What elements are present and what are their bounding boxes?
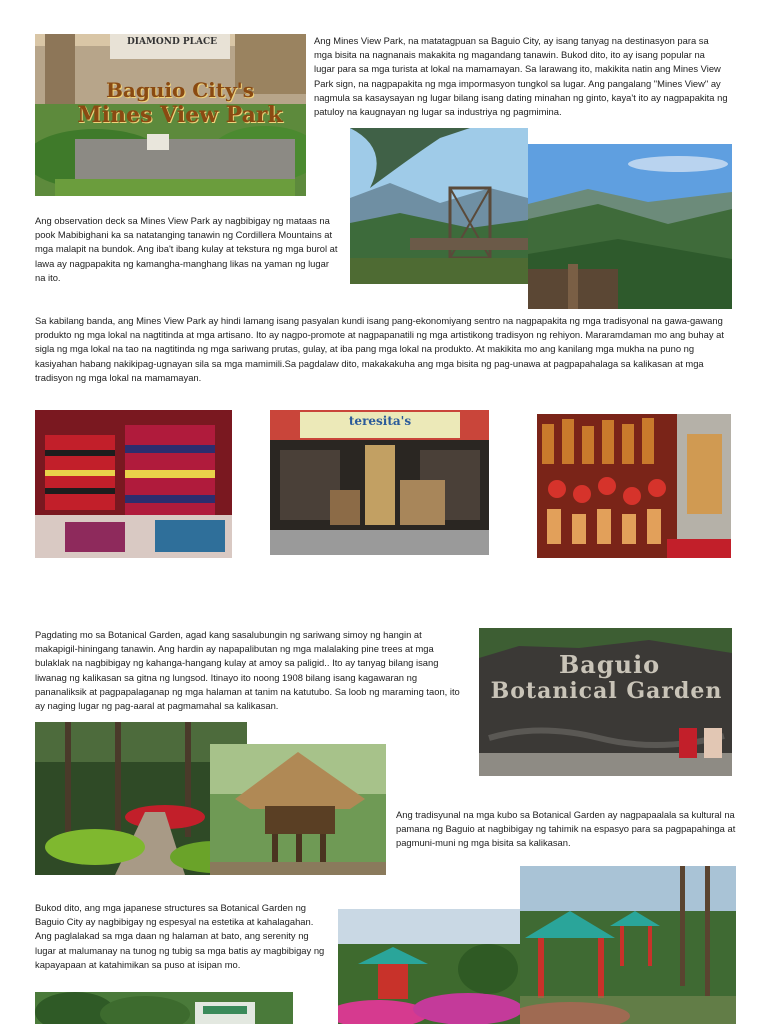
mines-sign-line2: Mines View Park: [77, 102, 283, 128]
pagoda-structure-photo: [520, 866, 736, 1024]
economic-center-paragraph: Sa kabilang banda, ang Mines View Park ay hindi lamang isang pasyalan kundi isang pang-ekonomiyang sentro na nagpapakita ng mga tradisyonal na gawa-gawang produkto ng mga lokal na nagtitinda at mga artisano. Ito ay nagpo-promote at nagpapanatili ng mga artistikong tradisyon ng rehiyon. Mararamdaman mo ang buhay at sigla ng mga lokal na tao na nagtitinda ng mga sariwang prutas, gulay, at iba pang mga lokal na produkto. At makikita mo ang kanilang mga mukha na puno ng kasiyahan habang nakikipag-ugnayan sila sa mga mamimili.Sa pagdalaw dito, makakakuha ang mga bisita ng pag-unawa at pagpapahalaga sa kalikasan at mga tradisyon ng mga lokal na mamamayan.: [35, 315, 724, 383]
mines-view-sign-photo: [35, 34, 306, 196]
mines-sign-banner: DIAMOND PLACE: [126, 37, 218, 47]
store-sign: teresita's: [348, 414, 412, 428]
teresitas-store-photo: [270, 410, 489, 555]
native-hut-photo: [210, 744, 386, 875]
mountain-view-photo: [528, 144, 732, 309]
greenhouse-photo: [35, 992, 293, 1024]
kubo-paragraph: Ang tradisyunal na mga kubo sa Botanical Garden ay nagpapaalala sa kultural na pamana ng Baguio at nagbibigay ng tahimik na espasyo para sa pagpapahinga at pagmuni-muni ng mga bisita sa kalikasan.: [396, 809, 736, 849]
botanical-garden-sign-photo: [479, 628, 732, 776]
pagoda-flowers-photo: [338, 909, 520, 1024]
mines-sign-line1: Baguio City's: [105, 78, 255, 102]
japanese-structures-paragraph: Bukod dito, ang mga japanese structures sa Botanical Garden ng Baguio City ay nagbibigay ng espesyal na estetika at kahalagahan. Ang paglalakad sa mga daan ng halaman at bato, ang serenity ng lugar at malumanay na tunog ng tubig sa mga batis ay magbibigay ng kapayapaan at katahimikan sa puso at isipan mo.: [35, 902, 325, 970]
observation-deck-paragraph: Ang observation deck sa Mines View Park ay nagbibigay ng mataas na pook Mabibighani ka sa natatanging tanawin ng Cordillera Mountains at mga malapit na bundok. Ang iba't ibang kulay at tekstura ng mga burol at lawa ay nagpapakita ng kamangha-manghang likas na yaman ng lugar na ito.: [35, 215, 338, 283]
mines-intro-paragraph: Ang Mines View Park, na matatagpuan sa Baguio City, ay isang tanyag na destinasyon para sa mga bisita na nagnanais makakita ng magandang tanawin. Bukod dito, ito ay isang popular na lugar para sa mga turista at lokal na mamamayan. Sa larawang ito, makikita natin ang Mines View Park sign, na nagpapakita ng mga impormasyon tungkol sa lugar. Ang pangalang "Mines View" ay nagmula sa kasaysayan ng lugar bilang isang dating minahan ng ginto, kaya't ito ay nagpapakita ng patuloy na kaugnayan ng lugar sa industriya ng pagmimina.: [314, 35, 728, 118]
observation-deck-photo: [350, 128, 528, 284]
woven-textiles-photo: [35, 410, 232, 558]
wooden-souvenirs-photo: [537, 414, 731, 558]
botanical-sign-line2: Botanical Garden: [490, 678, 723, 704]
botanical-sign-line1: Baguio: [559, 650, 661, 679]
botanical-intro-paragraph: Pagdating mo sa Botanical Garden, agad kang sasalubungin ng sariwang simoy ng hangin at makapigil-hiningang tanawin. Ang hardin ay napapalibutan ng mga malalaking pine trees at mga bulaklak na nagbibigay ng kahanga-hangang kulay at amoy sa paligid.. Ito ay tanyag bilang isang liwanag ng kalikasan sa gitna ng lungsod. Itinayo ito noong 1908 bilang isang kagawaran ng pananaliksik at pagpapalaganap ng mga halaman at tanim na katutubo. Sa loob ng maraming taon, ito ay naging lugar ng pag-aaral at pagmamahal sa kalikasan.: [35, 629, 460, 712]
